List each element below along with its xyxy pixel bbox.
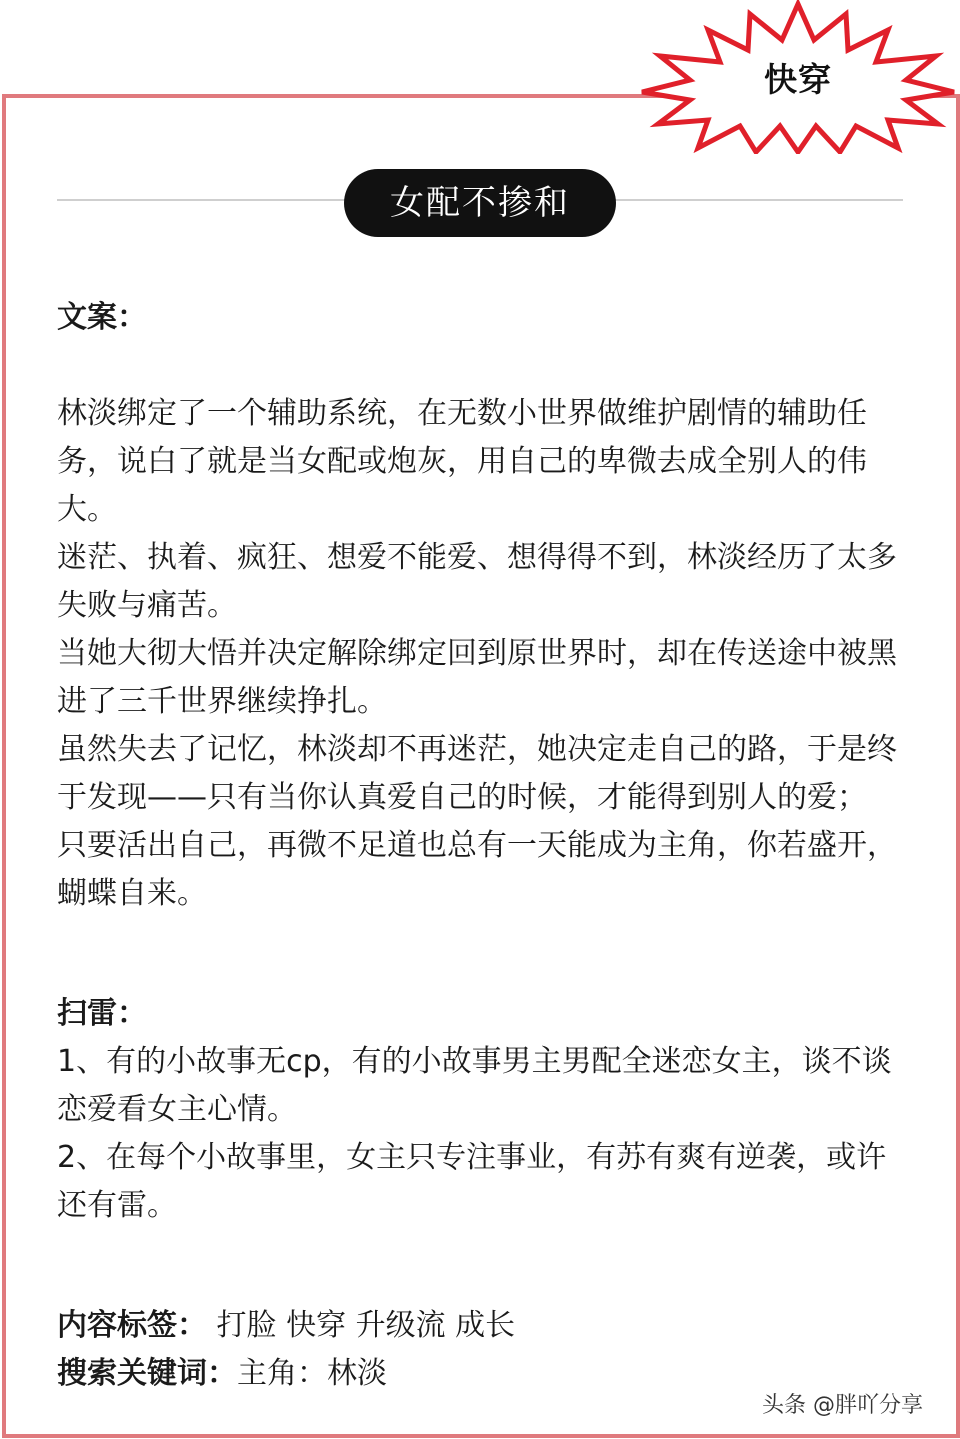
article-body	[57, 294, 903, 1398]
synopsis-paragraph: 当她大彻大悟并决定解除绑定回到原世界时，却在传送途中被黑进了三千世界继续挣扎。	[57, 636, 897, 719]
keywords-label: 搜索关键词：	[57, 1356, 237, 1391]
synopsis-heading: 文案：	[57, 300, 147, 335]
tags-label: 内容标签：	[57, 1308, 207, 1343]
synopsis-paragraph: 迷茫、执着、疯狂、想爱不能爱、想得得不到，林淡经历了太多失败与痛苦。	[57, 540, 897, 623]
synopsis-paragraph: 只要活出自己，再微不足道也总有一天能成为主角，你若盛开，蝴蝶自来。	[57, 828, 897, 911]
content-tags	[57, 1302, 903, 1350]
book-title: 女配不掺和	[344, 169, 616, 237]
warning-item: 2、在每个小故事里，女主只专注事业，有苏有爽有逆袭，或许还有雷。	[57, 1140, 887, 1223]
genre-badge	[636, 0, 960, 154]
warning-item: 1、有的小故事无cp，有的小故事男主男配全迷恋女主，谈不谈恋爱看女主心情。	[57, 1044, 892, 1127]
keywords-value: 主角：林淡	[237, 1356, 387, 1391]
source-watermark: 头条 @胖吖分享	[762, 1393, 923, 1418]
badge-label: 快穿	[764, 60, 832, 99]
synopsis-paragraph: 林淡绑定了一个辅助系统，在无数小世界做维护剧情的辅助任务，说白了就是当女配或炮灰，用自己的卑微去成全别人的伟大。	[57, 396, 867, 527]
warnings-heading: 扫雷：	[57, 996, 147, 1031]
synopsis-paragraph: 虽然失去了记忆，林淡却不再迷茫，她决定走自己的路，于是终于发现——只有当你认真爱自己的时候，才能得到别人的爱；	[57, 732, 897, 815]
tags-value: 打脸 快穿 升级流 成长	[207, 1308, 516, 1343]
